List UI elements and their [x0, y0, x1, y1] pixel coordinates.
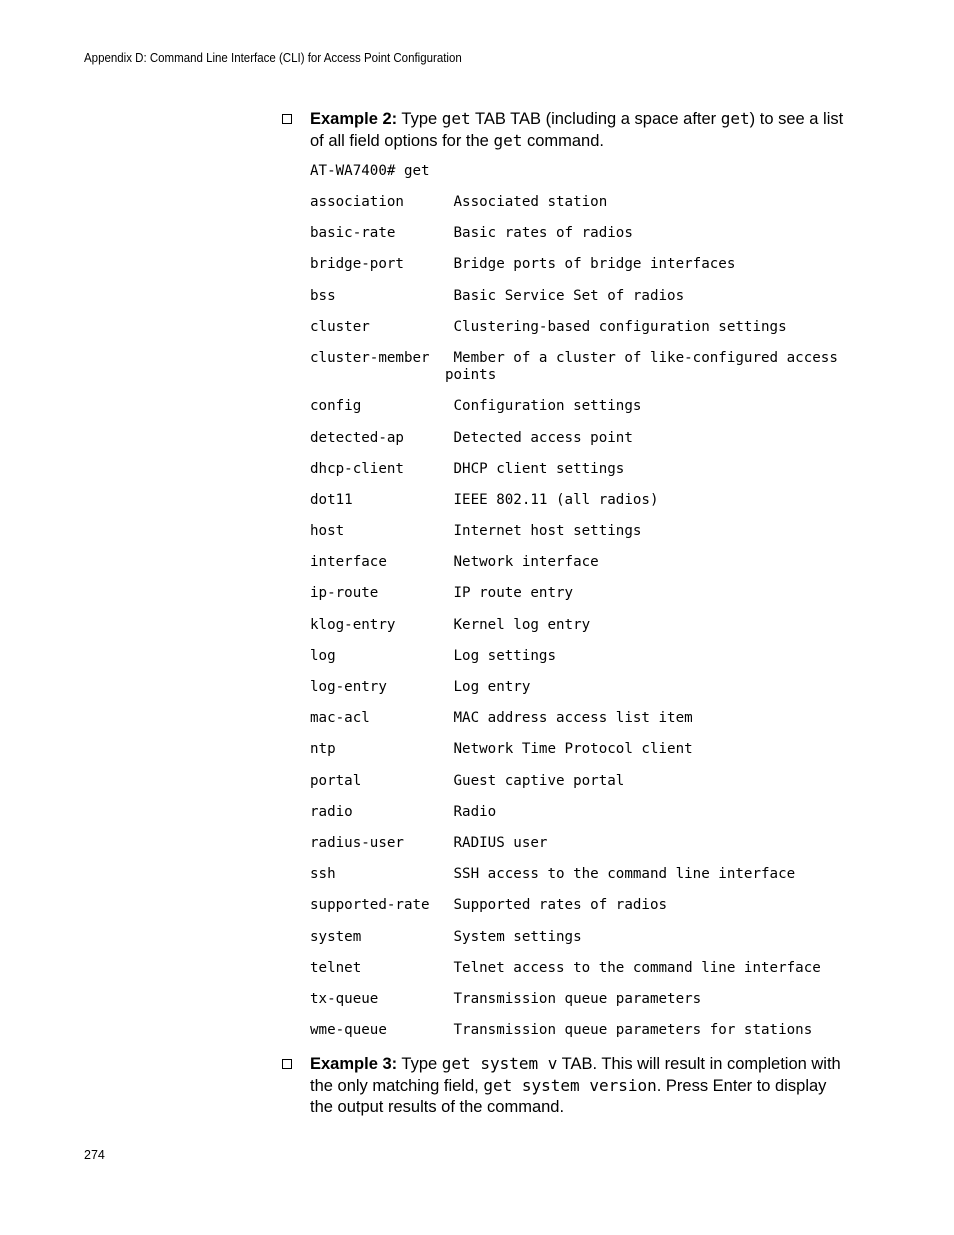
cli-row	[310, 585, 850, 616]
cli-row	[310, 866, 850, 897]
field-description: Kernel log entry	[453, 616, 591, 633]
field-name: telnet	[310, 959, 362, 976]
field-description: System settings	[453, 928, 582, 945]
bullet-box-icon	[282, 114, 292, 124]
field-name: supported-rate	[310, 897, 430, 914]
field-description: DHCP client settings	[453, 460, 625, 477]
field-name: radio	[310, 803, 353, 820]
field-name: cluster-member	[310, 349, 430, 366]
field-name: mac-acl	[310, 710, 370, 727]
cli-row	[310, 256, 850, 287]
field-description: Internet host settings	[453, 523, 642, 540]
field-name: dhcp-client	[310, 460, 404, 477]
field-name: tx-queue	[310, 990, 379, 1007]
cli-row	[310, 225, 850, 256]
cli-row	[310, 929, 850, 960]
field-name: ip-route	[310, 585, 379, 602]
field-description: Bridge ports of bridge interfaces	[453, 256, 736, 273]
field-name: bss	[310, 287, 336, 304]
cli-row	[310, 897, 850, 928]
field-name: bridge-port	[310, 256, 404, 273]
cli-row	[310, 288, 850, 319]
field-description: Log entry	[453, 679, 531, 696]
cli-row	[310, 461, 850, 492]
cli-row	[310, 679, 850, 710]
field-name: cluster	[310, 318, 370, 335]
field-name: interface	[310, 554, 387, 571]
cli-row	[310, 554, 850, 585]
field-description: SSH access to the command line interface	[453, 866, 796, 883]
cli-row	[310, 430, 850, 461]
field-name: basic-rate	[310, 225, 396, 242]
field-name: log	[310, 647, 336, 664]
cli-row	[310, 710, 850, 741]
cli-row	[310, 741, 850, 772]
cli-row	[310, 804, 850, 835]
field-description: IEEE 802.11 (all radios)	[453, 491, 659, 508]
text: . Press Enter to display the output results of the command.	[310, 1077, 827, 1116]
field-description: Basic rates of radios	[453, 225, 633, 242]
text: Type	[397, 110, 442, 128]
field-name: detected-ap	[310, 429, 404, 446]
cli-row	[310, 617, 850, 648]
cli-field-list	[310, 194, 850, 1053]
text: TAB TAB (including a space after	[470, 110, 721, 128]
field-description: MAC address access list item	[453, 710, 693, 727]
cli-row	[310, 991, 850, 1022]
cli-row	[310, 1022, 850, 1053]
field-description: Guest captive portal	[453, 772, 625, 789]
cli-row	[310, 492, 850, 523]
field-name: wme-queue	[310, 1022, 387, 1039]
text: command.	[522, 132, 604, 150]
field-name: klog-entry	[310, 616, 396, 633]
example-3-label: Example 3:	[310, 1055, 398, 1073]
field-description: Network Time Protocol client	[453, 741, 693, 758]
inline-code: get	[493, 131, 523, 150]
inline-code: get system version	[483, 1076, 657, 1095]
field-name: ssh	[310, 866, 336, 883]
field-description: Telnet access to the command line interface	[453, 959, 821, 976]
inline-code: get system v	[441, 1054, 558, 1073]
inline-code: get	[720, 109, 750, 128]
cli-row	[310, 523, 850, 554]
field-name: dot11	[310, 491, 353, 508]
cli-row	[310, 773, 850, 804]
cli-row	[310, 194, 850, 225]
field-name: log-entry	[310, 679, 387, 696]
example-2-paragraph	[310, 108, 850, 152]
text: TAB. This will result in completion with the only matching field,	[310, 1055, 841, 1095]
field-description: Radio	[453, 803, 497, 820]
field-description: Configuration settings	[453, 398, 642, 415]
field-name: system	[310, 928, 362, 945]
field-name: ntp	[310, 741, 336, 758]
example-3-paragraph	[310, 1053, 850, 1118]
field-description: Supported rates of radios	[453, 897, 668, 914]
cli-row	[310, 648, 850, 679]
bullet-box-icon	[282, 1059, 292, 1069]
field-description: Basic Service Set of radios	[453, 287, 685, 304]
field-name: host	[310, 523, 345, 540]
field-description: RADIUS user	[453, 834, 548, 851]
text: Type	[397, 1055, 442, 1073]
running-header: Appendix D: Command Line Interface (CLI) for Access Point Configuration	[84, 51, 462, 65]
field-description: Clustering-based configuration settings	[453, 318, 787, 335]
cli-row	[310, 398, 850, 429]
cli-row	[310, 835, 850, 866]
cli-prompt: AT-WA7400# get	[310, 163, 430, 179]
field-description: Transmission queue parameters for stations	[453, 1022, 813, 1039]
field-name: portal	[310, 772, 362, 789]
page-number: 274	[84, 1148, 105, 1162]
cli-row	[310, 960, 850, 991]
field-description: Associated station	[453, 194, 608, 210]
field-name: radius-user	[310, 834, 404, 851]
field-description: Network interface	[453, 554, 599, 571]
cli-row	[310, 319, 850, 350]
field-description: Detected access point	[453, 429, 633, 446]
field-description: Transmission queue parameters	[453, 990, 702, 1007]
field-name: config	[310, 398, 362, 415]
cli-row	[310, 350, 850, 398]
text: ) to see a list of all field options for the	[310, 110, 844, 150]
field-description: Member of a cluster of like-configured access points	[445, 349, 838, 383]
field-name: association	[310, 194, 404, 210]
field-description: IP route entry	[453, 585, 574, 602]
example-2-label: Example 2:	[310, 110, 398, 128]
inline-code: get	[441, 109, 471, 128]
field-description: Log settings	[453, 647, 556, 664]
